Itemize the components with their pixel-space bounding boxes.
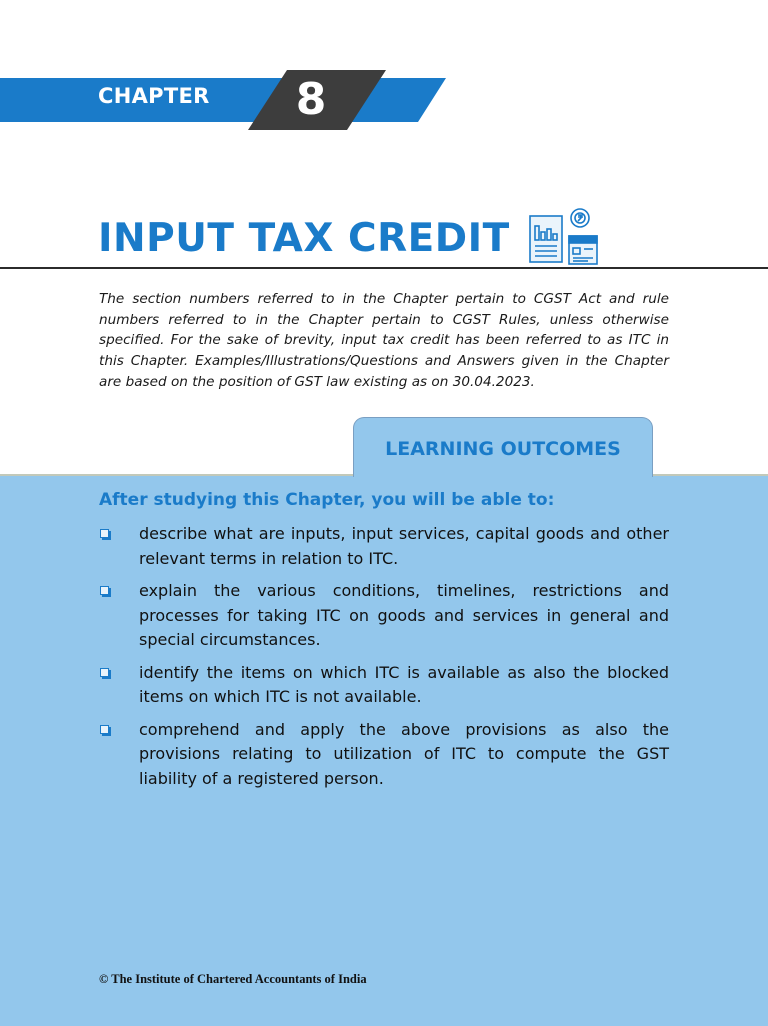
- learning-outcomes-list: [99, 522, 669, 799]
- list-item: [99, 661, 669, 710]
- list-item-text: comprehend and apply the above provisions as also the provisions relating to utilization of ITC to compute the GST liability of a registered person.: [139, 719, 669, 788]
- list-item: [99, 522, 669, 571]
- chapter-intro: The section numbers referred to in the Chapter pertain to CGST Act and rule numbers referred to in the Chapter pertain to CGST Rules, unless otherwise specified. For the sake of brevity, input tax credit has been referred to as ITC in this Chapter. Examples/Illustrations/Questions and Answers given in the Chapter are based on the position of GST law existing as on 30.04.2023.: [99, 291, 669, 390]
- list-item: [99, 579, 669, 653]
- square-bullet-icon: [100, 725, 109, 734]
- chapter-label: CHAPTER: [98, 84, 210, 108]
- copyright-footer: © The Institute of Chartered Accountants of India: [99, 972, 367, 986]
- list-item-text: explain the various conditions, timelines, restrictions and processes for taking ITC on goods and services in general and special circumstances.: [139, 581, 669, 649]
- list-item-text: identify the items on which ITC is available as also the blocked items on which ITC is not available.: [139, 662, 669, 706]
- chapter-number: 8: [295, 74, 327, 125]
- chapter-banner: [0, 70, 460, 130]
- title-divider: [0, 267, 768, 269]
- square-bullet-icon: [100, 586, 109, 595]
- list-item: [99, 718, 669, 792]
- document-chart-rupee-icon: [526, 204, 602, 268]
- learning-outcomes-intro: After studying this Chapter, you will be able to:: [99, 490, 555, 510]
- square-bullet-icon: [100, 668, 109, 677]
- learning-outcomes-heading: LEARNING OUTCOMES: [385, 438, 621, 460]
- square-bullet-icon: [100, 529, 109, 538]
- chapter-title: INPUT TAX CREDIT: [98, 216, 510, 261]
- list-item-text: describe what are inputs, input services, capital goods and other relevant terms in relation to ITC.: [139, 524, 669, 568]
